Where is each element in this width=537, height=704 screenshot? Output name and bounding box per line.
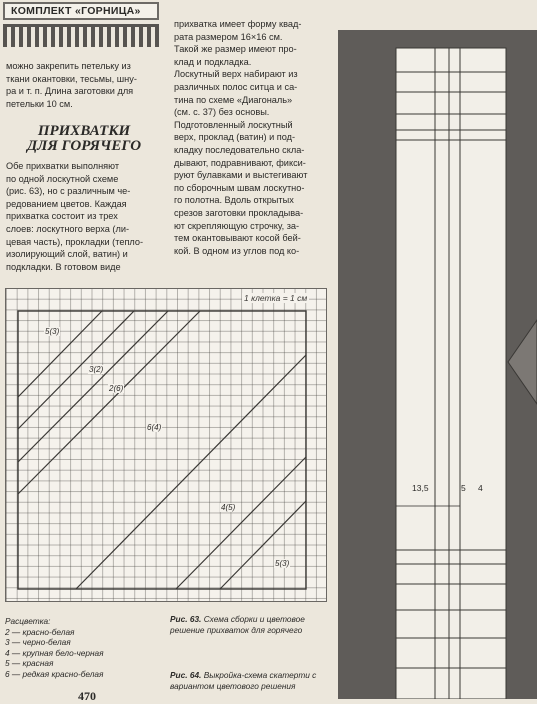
diamond-motif (508, 320, 537, 404)
text-line: кой. В одном из углов под ко- (174, 245, 300, 256)
text-line: рата размером 16×16 см. (174, 31, 283, 42)
tablecloth-scheme-svg (338, 30, 537, 699)
text-line: по сборочным швам лоскутно- (174, 182, 305, 193)
section-title-line2: ДЛЯ ГОРЯЧЕГО (26, 138, 142, 154)
seam-line (18, 311, 200, 494)
text-line: изолирующий слой, ватин) и (6, 249, 128, 260)
text-line: прихватка имеет форму квад- (174, 19, 302, 29)
seam-line (220, 501, 306, 589)
text-line: цевая часть), прокладки (тепло- (6, 236, 144, 247)
intro-text-column1 (6, 60, 158, 110)
figure64-caption (170, 670, 328, 691)
body-text-column1 (6, 160, 158, 273)
seam-line (18, 311, 134, 429)
text-line: слоев: лоскутного верха (ли- (6, 223, 130, 234)
figure-label: Рис. 64. (170, 670, 202, 680)
text-line: Лоскутный верх набирают из (174, 69, 298, 80)
decorative-ornament-band (3, 24, 159, 47)
text-line: тем окантовывают косой бей- (174, 233, 301, 244)
seam-line (18, 311, 168, 462)
color-legend (5, 616, 165, 680)
text-line: дывают, подравнивают, фикси- (174, 157, 306, 168)
seam-line (18, 311, 102, 397)
section-title (0, 124, 168, 154)
legend-item: 5 — красная (5, 658, 54, 669)
text-line: верх, проклад (ватин) и под- (174, 132, 296, 143)
figure-caption-text: Выкройка-схема скатерти с вариантом цветового решения (170, 670, 317, 691)
text-line: ют скрепляющую строчку, за- (174, 220, 300, 231)
diagonal-strips-svg (6, 289, 328, 603)
text-line: прихватка состоит из трех (6, 211, 118, 222)
text-line: руют булавками и выстегивают (174, 170, 308, 181)
strip-label: 5(3) (275, 559, 290, 568)
text-line: Такой же размер имеют про- (174, 44, 297, 55)
text-line: по одной лоскутной схеме (6, 173, 119, 184)
text-line: клад и подкладка. (174, 56, 252, 67)
text-line: го полотна. Вдоль открытых (174, 195, 294, 206)
section-header: КОМПЛЕКТ «ГОРНИЦА» (3, 2, 159, 20)
legend-item: 3 — черно-белая (5, 637, 71, 648)
figure63-caption (170, 614, 328, 635)
strip-label: 6(4) (147, 423, 162, 432)
figure-label: Рис. 63. (170, 614, 202, 624)
figure63-grid-diagram (5, 288, 327, 602)
legend-item: 2 — красно-белая (5, 626, 75, 637)
seam-line (176, 457, 306, 589)
text-line: Обе прихватки выполняют (6, 161, 120, 171)
dimension-label: 13,5 (412, 483, 429, 493)
text-line: петельки 10 см. (6, 98, 73, 109)
text-line: редованием цветов. Каждая (6, 198, 127, 209)
text-line: различных полос ситца и са- (174, 81, 298, 92)
strip-label: 3(2) (89, 365, 104, 374)
grid-scale-note: 1 клетка = 1 см (244, 293, 308, 303)
tablecloth-border-strip (396, 48, 506, 699)
legend-item: 6 — редкая красно-белая (5, 668, 104, 679)
text-line: (см. с. 37) без основы. (174, 107, 270, 118)
legend-item: 4 — крупная бело-черная (5, 647, 104, 658)
text-line: подкладки. В готовом виде (6, 261, 121, 272)
text-line: ткани окантовки, тесьмы, шну- (6, 73, 137, 84)
dimension-label: 4 (478, 483, 483, 493)
text-line: срезов заготовки прокладыва- (174, 207, 304, 218)
strip-label: 5(3) (45, 327, 60, 336)
section-title-line1: ПРИХВАТКИ (37, 123, 131, 139)
text-line: Подготовленный лоскутный (174, 119, 293, 130)
dimension-label: 5 (461, 483, 466, 493)
figure-caption-text: Схема сборки и цветовое решение прихваток для горячего (170, 614, 305, 635)
text-line: кладку последовательно скла- (174, 144, 305, 155)
legend-title: Расцветка: (5, 616, 51, 626)
strip-label: 4(5) (221, 503, 236, 512)
page-number: 470 (78, 689, 96, 703)
text-line: тина по схеме «Диагональ» (174, 94, 293, 105)
body-text-column2 (174, 18, 334, 257)
strip-label: 2(6) (109, 384, 124, 393)
text-line: ра и т. п. Длина заготовки для (6, 86, 134, 97)
text-line: (рис. 63), но с различным че- (6, 186, 131, 197)
text-line: можно закрепить петельку из (6, 61, 131, 71)
